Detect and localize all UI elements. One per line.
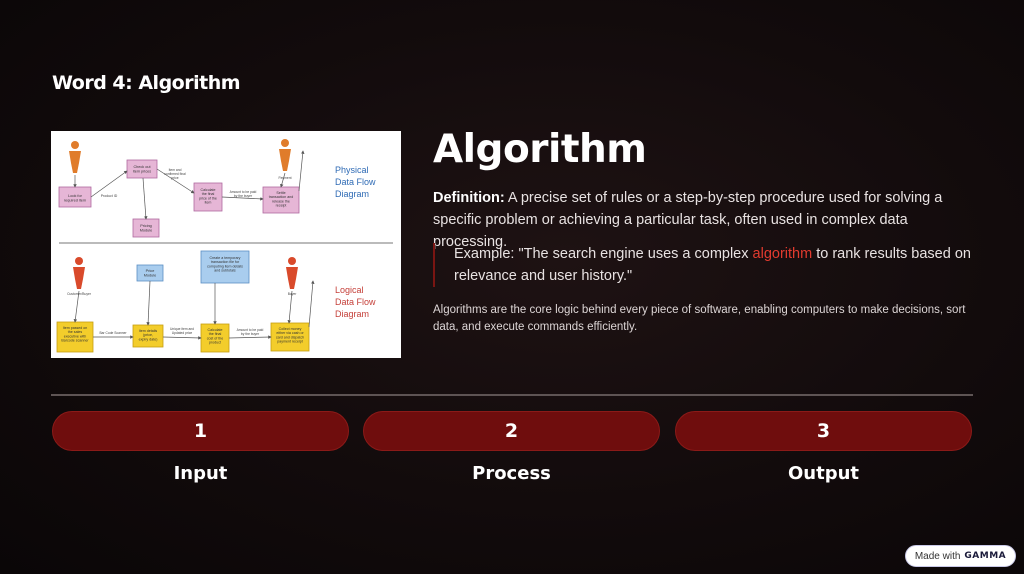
box-pricing-label: Pricing Module [139,224,153,233]
step-2-pill[interactable]: 2 [363,411,660,451]
person-icon-payment-physical [279,139,291,171]
box-calc-label: Calculate the final price of the item [199,188,217,205]
person-icon-buyer-logical [73,257,85,289]
definition-label: Definition: [433,190,505,206]
label-amount-logical: Amount to be paid by the buyer [236,328,264,336]
step-3-pill[interactable]: 3 [675,411,972,451]
label-payment: Payment [278,176,292,180]
data-flow-diagram [51,131,401,358]
person-icon-buyer-physical [69,141,81,173]
box-passed-label: Item passed on the sales executive with Barcode scanner [61,326,89,343]
box-look-label: Look for required item [63,194,87,203]
person-icon-seller-logical [286,257,298,289]
example-before: Example: "The search engine uses a complex [454,246,753,262]
divider [51,394,973,396]
box-settle-label: Settle transaction and release the receipt [268,191,294,208]
logical-diagram-title: Logical Data Flow Diagram [335,285,376,319]
gamma-logo: GAMMA [964,551,1007,561]
label-unique: Unique item and Updated price [169,327,195,335]
label-barcode: Bar Code Scanner [99,331,127,335]
label-customer: Customer/Buyer [67,292,91,296]
step-1-pill[interactable]: 1 [52,411,349,451]
physical-diagram-title: Physical Data Flow Diagram [335,165,376,199]
supporting-note: Algorithms are the core logic behind every piece of software, enabling computers to make decisions, sort data, and execute commands efficiently. [433,304,966,333]
box-temp-label: Create a temporary transaction file for computing item details and subtotals [207,256,243,273]
box-details-label: Item details (price, expiry date) [138,329,158,342]
label-buyer: Buyer [287,292,297,296]
box-calc-logical-label: Calculate the final cost of the product [206,328,224,345]
box-price-label: Price Module [143,269,157,278]
label-item-cost: Item and confirmed final price [164,168,186,180]
box-checkout-label: Check out item prices [132,165,152,174]
example-quote [433,243,994,287]
definition-text: A precise set of rules or a step-by-step procedure used for solving a specific problem or achieving a particular task, often used in complex data processing. [433,190,943,250]
made-with-gamma-badge[interactable] [905,545,1016,567]
step-3-label: Output [787,463,860,484]
page-title: Algorithm [433,127,647,172]
example-highlight: algorithm [752,246,813,262]
example-after: to rank results based on relevance and user history." [454,246,971,284]
step-2-label: Process [472,463,551,484]
label-amount: Amount to be paid by the buyer [229,190,257,198]
data-flow-diagram-image [51,131,401,358]
section-eyebrow: Word 4: Algorithm [52,72,241,94]
box-collect-label: Collect money either via cash or card and dispatch payment receipt [275,327,305,344]
label-product-id: Product ID [100,194,118,198]
badge-prefix: Made with [914,550,961,562]
step-1-label: Input [173,463,228,484]
